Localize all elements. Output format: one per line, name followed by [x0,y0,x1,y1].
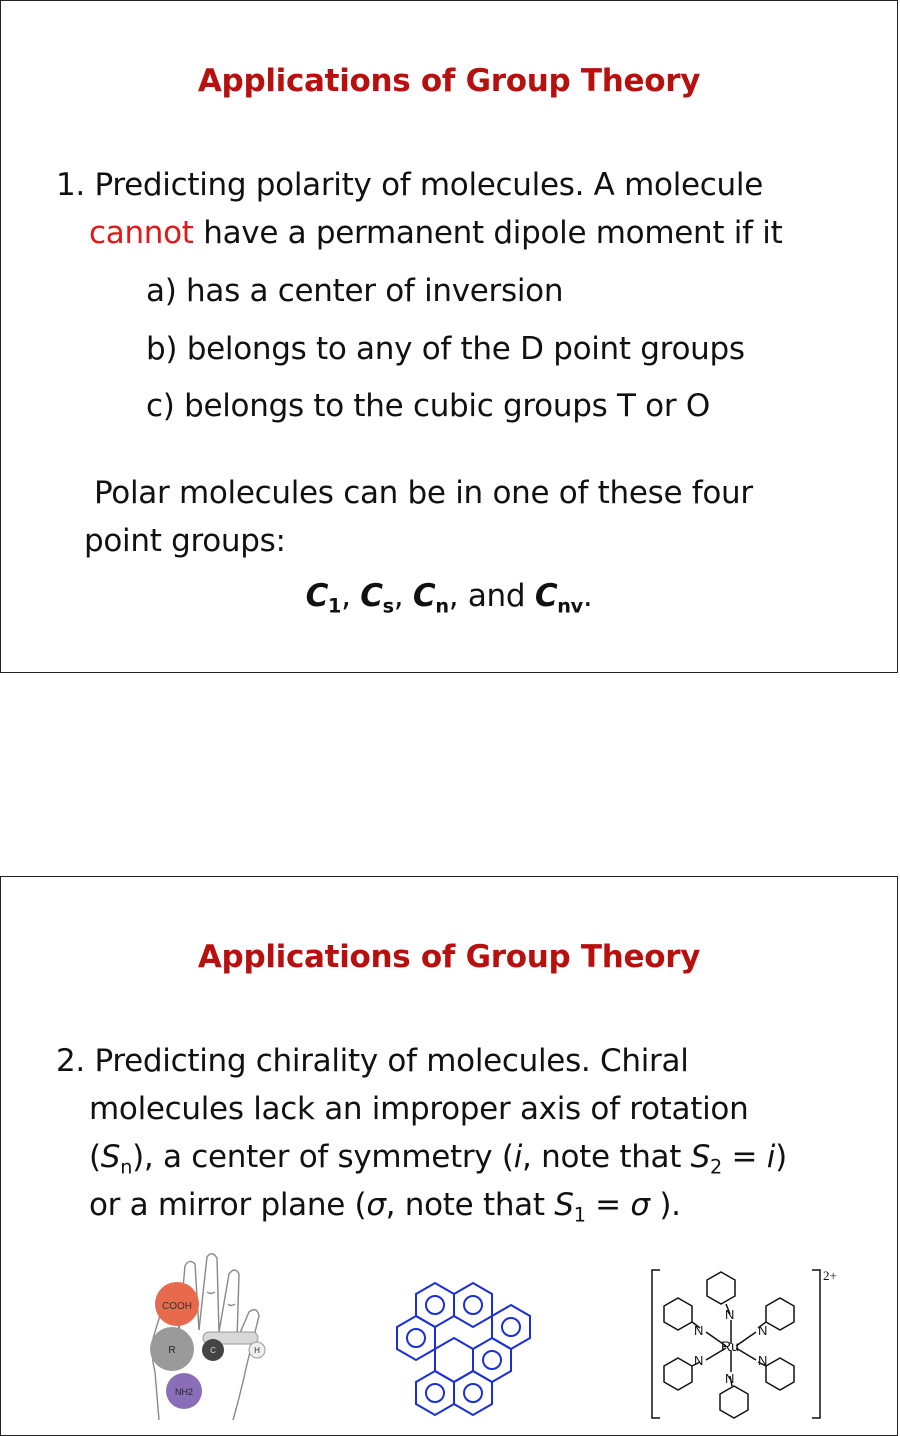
nh2-label: NH2 [174,1387,194,1397]
group-cnv-sub: nv [557,594,583,618]
group-cnv: C [534,578,558,614]
group-cs-sub: s [382,594,394,618]
separator: , [341,578,361,614]
h-label: H [254,1346,260,1355]
symbol-i: i [513,1139,523,1175]
group-c1: C [305,578,329,614]
item-2-line-3: $(S_n)$, a center of symmetry (i, note that $S_2 = i$) [89,1139,787,1179]
n-atom-label: N [725,1371,735,1386]
symbol-s: S [100,1139,121,1175]
symbol-s: S [554,1187,574,1223]
item-2-line-4: or a mirror plane (σ, note that $S_1 = \sigma$ ). [89,1187,681,1227]
cannot-emphasis: cannot [89,215,194,251]
symbol-s: S [690,1139,711,1175]
ruthenium-complex-figure [646,1262,846,1422]
cooh-label: COOH [162,1301,192,1312]
period: . [582,578,593,614]
r-label: R [168,1345,176,1356]
condition-c: c) belongs to the cubic groups T or O [146,388,710,424]
c-label: C [210,1346,216,1355]
slide-2 [0,876,898,1436]
slide-title: Applications of Group Theory [197,63,701,99]
item-1-line-2-rest: have a permanent dipole moment if it [193,215,783,251]
item-2-line-1: 2. Predicting chirality of molecules. Chiral [56,1043,689,1079]
charge-label: 2+ [823,1268,837,1283]
separator: , and [448,578,535,614]
item-1-line-1: 1. Predicting polarity of molecules. A molecule [56,167,763,203]
group-c1-sub: 1 [328,594,342,618]
item-2-line-2: molecules lack an improper axis of rotation [89,1091,749,1127]
ru-atom-label: Ru [721,1338,739,1354]
n-atom-label: N [758,1353,768,1368]
n-atom-label: N [725,1307,735,1322]
n-atom-label: N [694,1323,704,1338]
n-atom-label: N [694,1353,704,1368]
symbol-i: i [766,1139,776,1175]
symbol-sigma: σ [630,1187,650,1223]
polar-line-1: Polar molecules can be in one of these four [94,475,753,511]
condition-a: a) has a center of inversion [146,273,564,309]
n-atom-label: N [758,1323,768,1338]
point-groups-list [1,578,897,618]
separator: , [393,578,413,614]
chiral-amino-acid-hand-figure [141,1252,276,1424]
group-cn: C [412,578,436,614]
group-cs: C [360,578,383,614]
slide-1 [0,0,898,673]
item-1-line-2 [89,215,782,251]
group-cn-sub: n [435,594,449,618]
polar-line-2: point groups: [84,523,286,559]
symbol-sigma: σ [366,1187,386,1223]
helicene-molecule-figure [386,1272,546,1427]
condition-b: b) belongs to any of the D point groups [146,331,745,367]
slide-title: Applications of Group Theory [197,939,701,975]
